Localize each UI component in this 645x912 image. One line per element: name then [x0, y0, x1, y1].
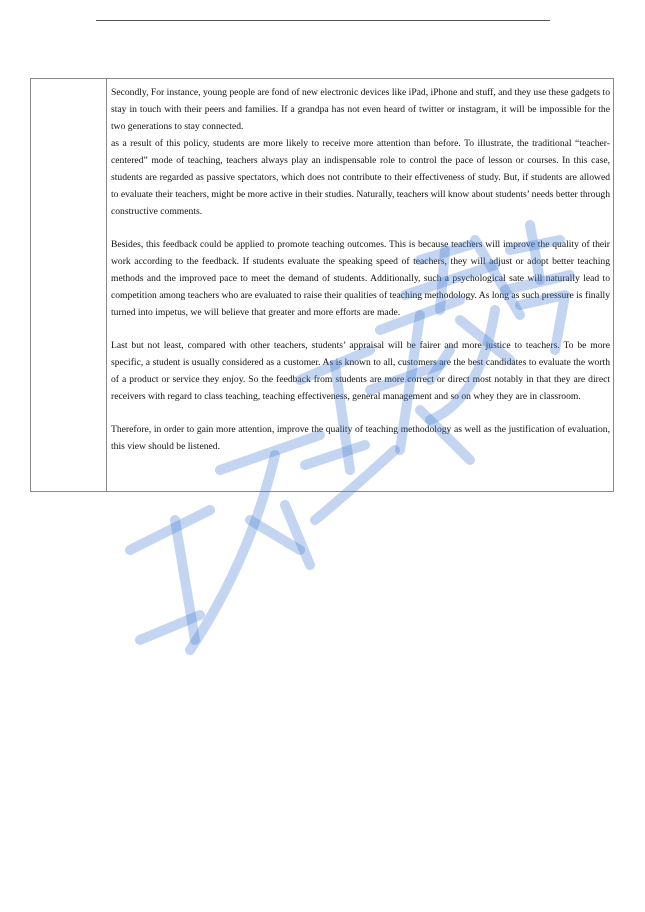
essay-paragraph-4: Last but not least, compared with other teachers, students’ appraisal will be fairer and more justice to teachers. To be more specific, a student is usually considered as a customer. As is known to all, customers are the best candidates to evaluate the worth of a product or service they enjoy. So the feedback from students are more correct or direct most notably in that they are direct receivers with regard to class teaching, teaching effectiveness, general management and so on whey they are in classroom.: [111, 340, 610, 402]
essay-paragraph-1: Secondly, For instance, young people are fond of new electronic devices like iPad, iPhone and stuff, and they use these gadgets to stay in touch with their peers and families. If a grandpa has not even heard of twitter or instagram, it will be impossible for the two generations to stay connected.: [111, 87, 610, 132]
essay-paragraph-2: as a result of this policy, students are more likely to receive more attention than before. To illustrate, the traditional “teacher-centered” mode of teaching, teachers always play an indispensable role to control the pace of lesson or courses. In this case, students are regarded as passive spectators, which does not contribute to their effectiveness of study. But, if students are allowed to evaluate their teachers, might be more active in their studies. Naturally, teachers will know about students’ needs better through constructive comments.: [111, 138, 610, 217]
empty-left-cell: [31, 79, 107, 491]
essay-paragraph-5: Therefore, in order to gain more attention, improve the quality of teaching methodology as well as the justification of evaluation, this view should be listened.: [111, 424, 610, 452]
content-table: [30, 78, 614, 492]
essay-paragraph-3: Besides, this feedback could be applied to promote teaching outcomes. This is because teachers will improve the quality of their work according to the feedback. If students evaluate the speaking speed of teachers, they will adjust or adopt better teaching methods and the improved pace to meet the demand of students. Additionally, such a psychological sate will naturally lead to competition among teachers who are evaluated to raise their qualities of teaching methodology. As long as such pressure is finally turned into impetus, we will believe that greater and more efforts are made.: [111, 239, 610, 318]
essay-cell: [107, 79, 613, 491]
header-rule: [96, 20, 550, 21]
